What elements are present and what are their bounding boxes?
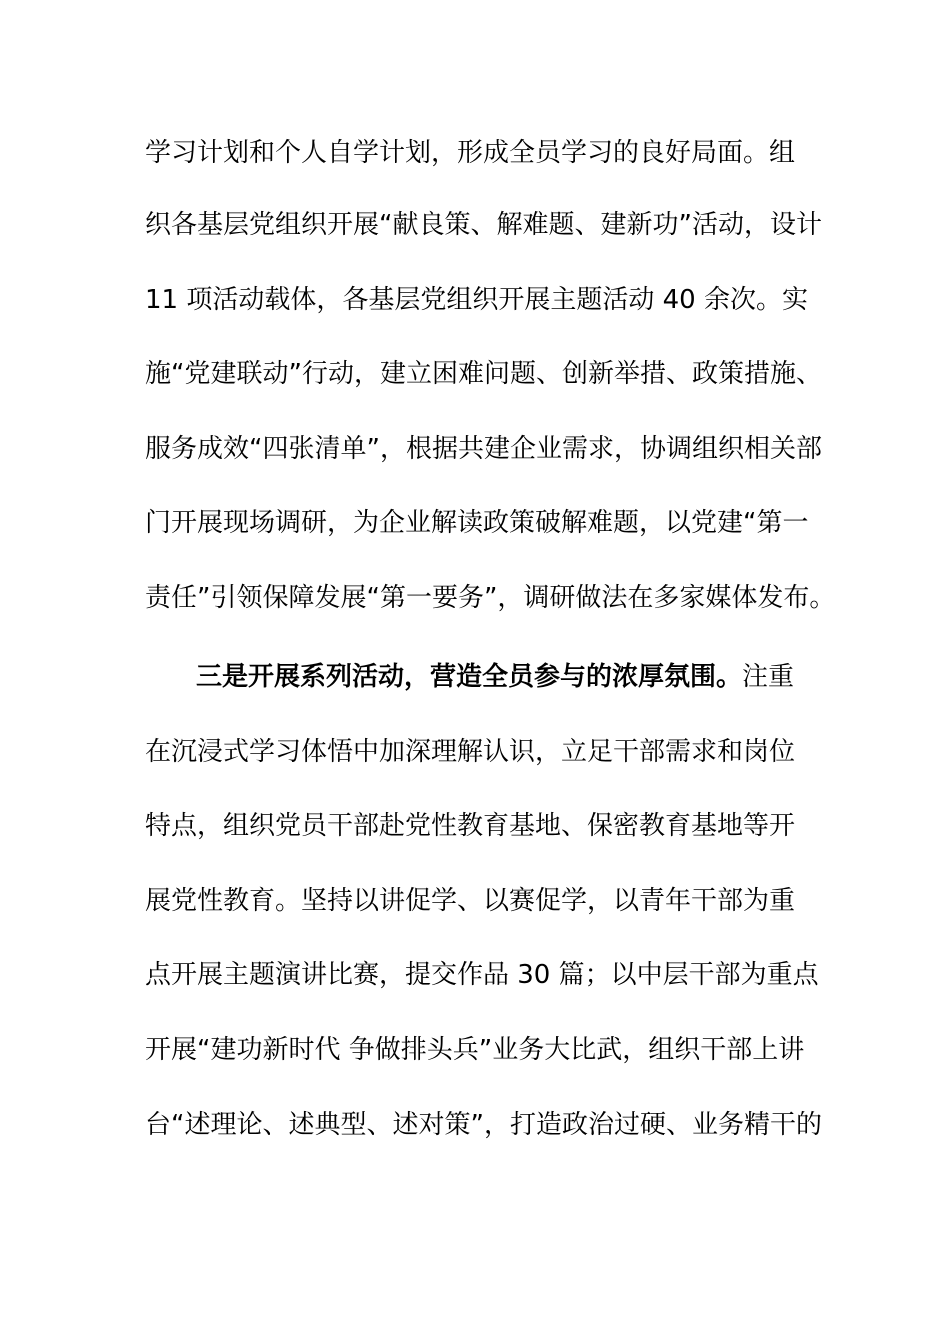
paragraph-2-line-5: 点开展主题演讲比赛，提交作品 30 篇；以中层干部为重点: [145, 960, 819, 990]
paragraph-2-line-4: 展党性教育。坚持以讲促学、以赛促学，以青年干部为重: [145, 886, 796, 916]
paragraph-1-line-7: 责任”引领保障发展“第一要务”，调研做法在多家媒体发布。: [145, 583, 836, 613]
paragraph-1-line-1: 学习计划和个人自学计划，形成全员学习的良好局面。组: [145, 138, 796, 168]
paragraph-1-line-6: 门开展现场调研，为企业解读政策破解难题，以党建“第一: [145, 508, 809, 538]
paragraph-1-line-3: 11 项活动载体，各基层党组织开展主题活动 40 余次。实: [145, 285, 808, 315]
paragraph-2-first-line: [196, 657, 816, 697]
paragraph-1-line-2: 织各基层党组织开展“献良策、解难题、建新功”活动，设计: [145, 210, 822, 240]
paragraph-1-line-4: 施“党建联动”行动，建立困难问题、创新举措、政策措施、: [145, 359, 822, 389]
paragraph-2-heading: 三是开展系列活动，营造全员参与的浓厚氛围。: [196, 662, 743, 692]
paragraph-2-line-6: 开展“建功新时代 争做排头兵”业务大比武，组织干部上讲: [145, 1035, 805, 1065]
paragraph-2-first-line-rest: 注重: [742, 662, 795, 692]
paragraph-2-line-2: 在沉浸式学习体悟中加深理解认识，立足干部需求和岗位: [145, 737, 796, 767]
paragraph-1-line-5: 服务成效“四张清单”，根据共建企业需求，协调组织相关部: [145, 434, 822, 464]
paragraph-2-line-3: 特点，组织党员干部赴党性教育基地、保密教育基地等开: [145, 811, 796, 841]
paragraph-2-line-7: 台“述理论、述典型、述对策”，打造政治过硬、业务精干的: [145, 1110, 822, 1140]
